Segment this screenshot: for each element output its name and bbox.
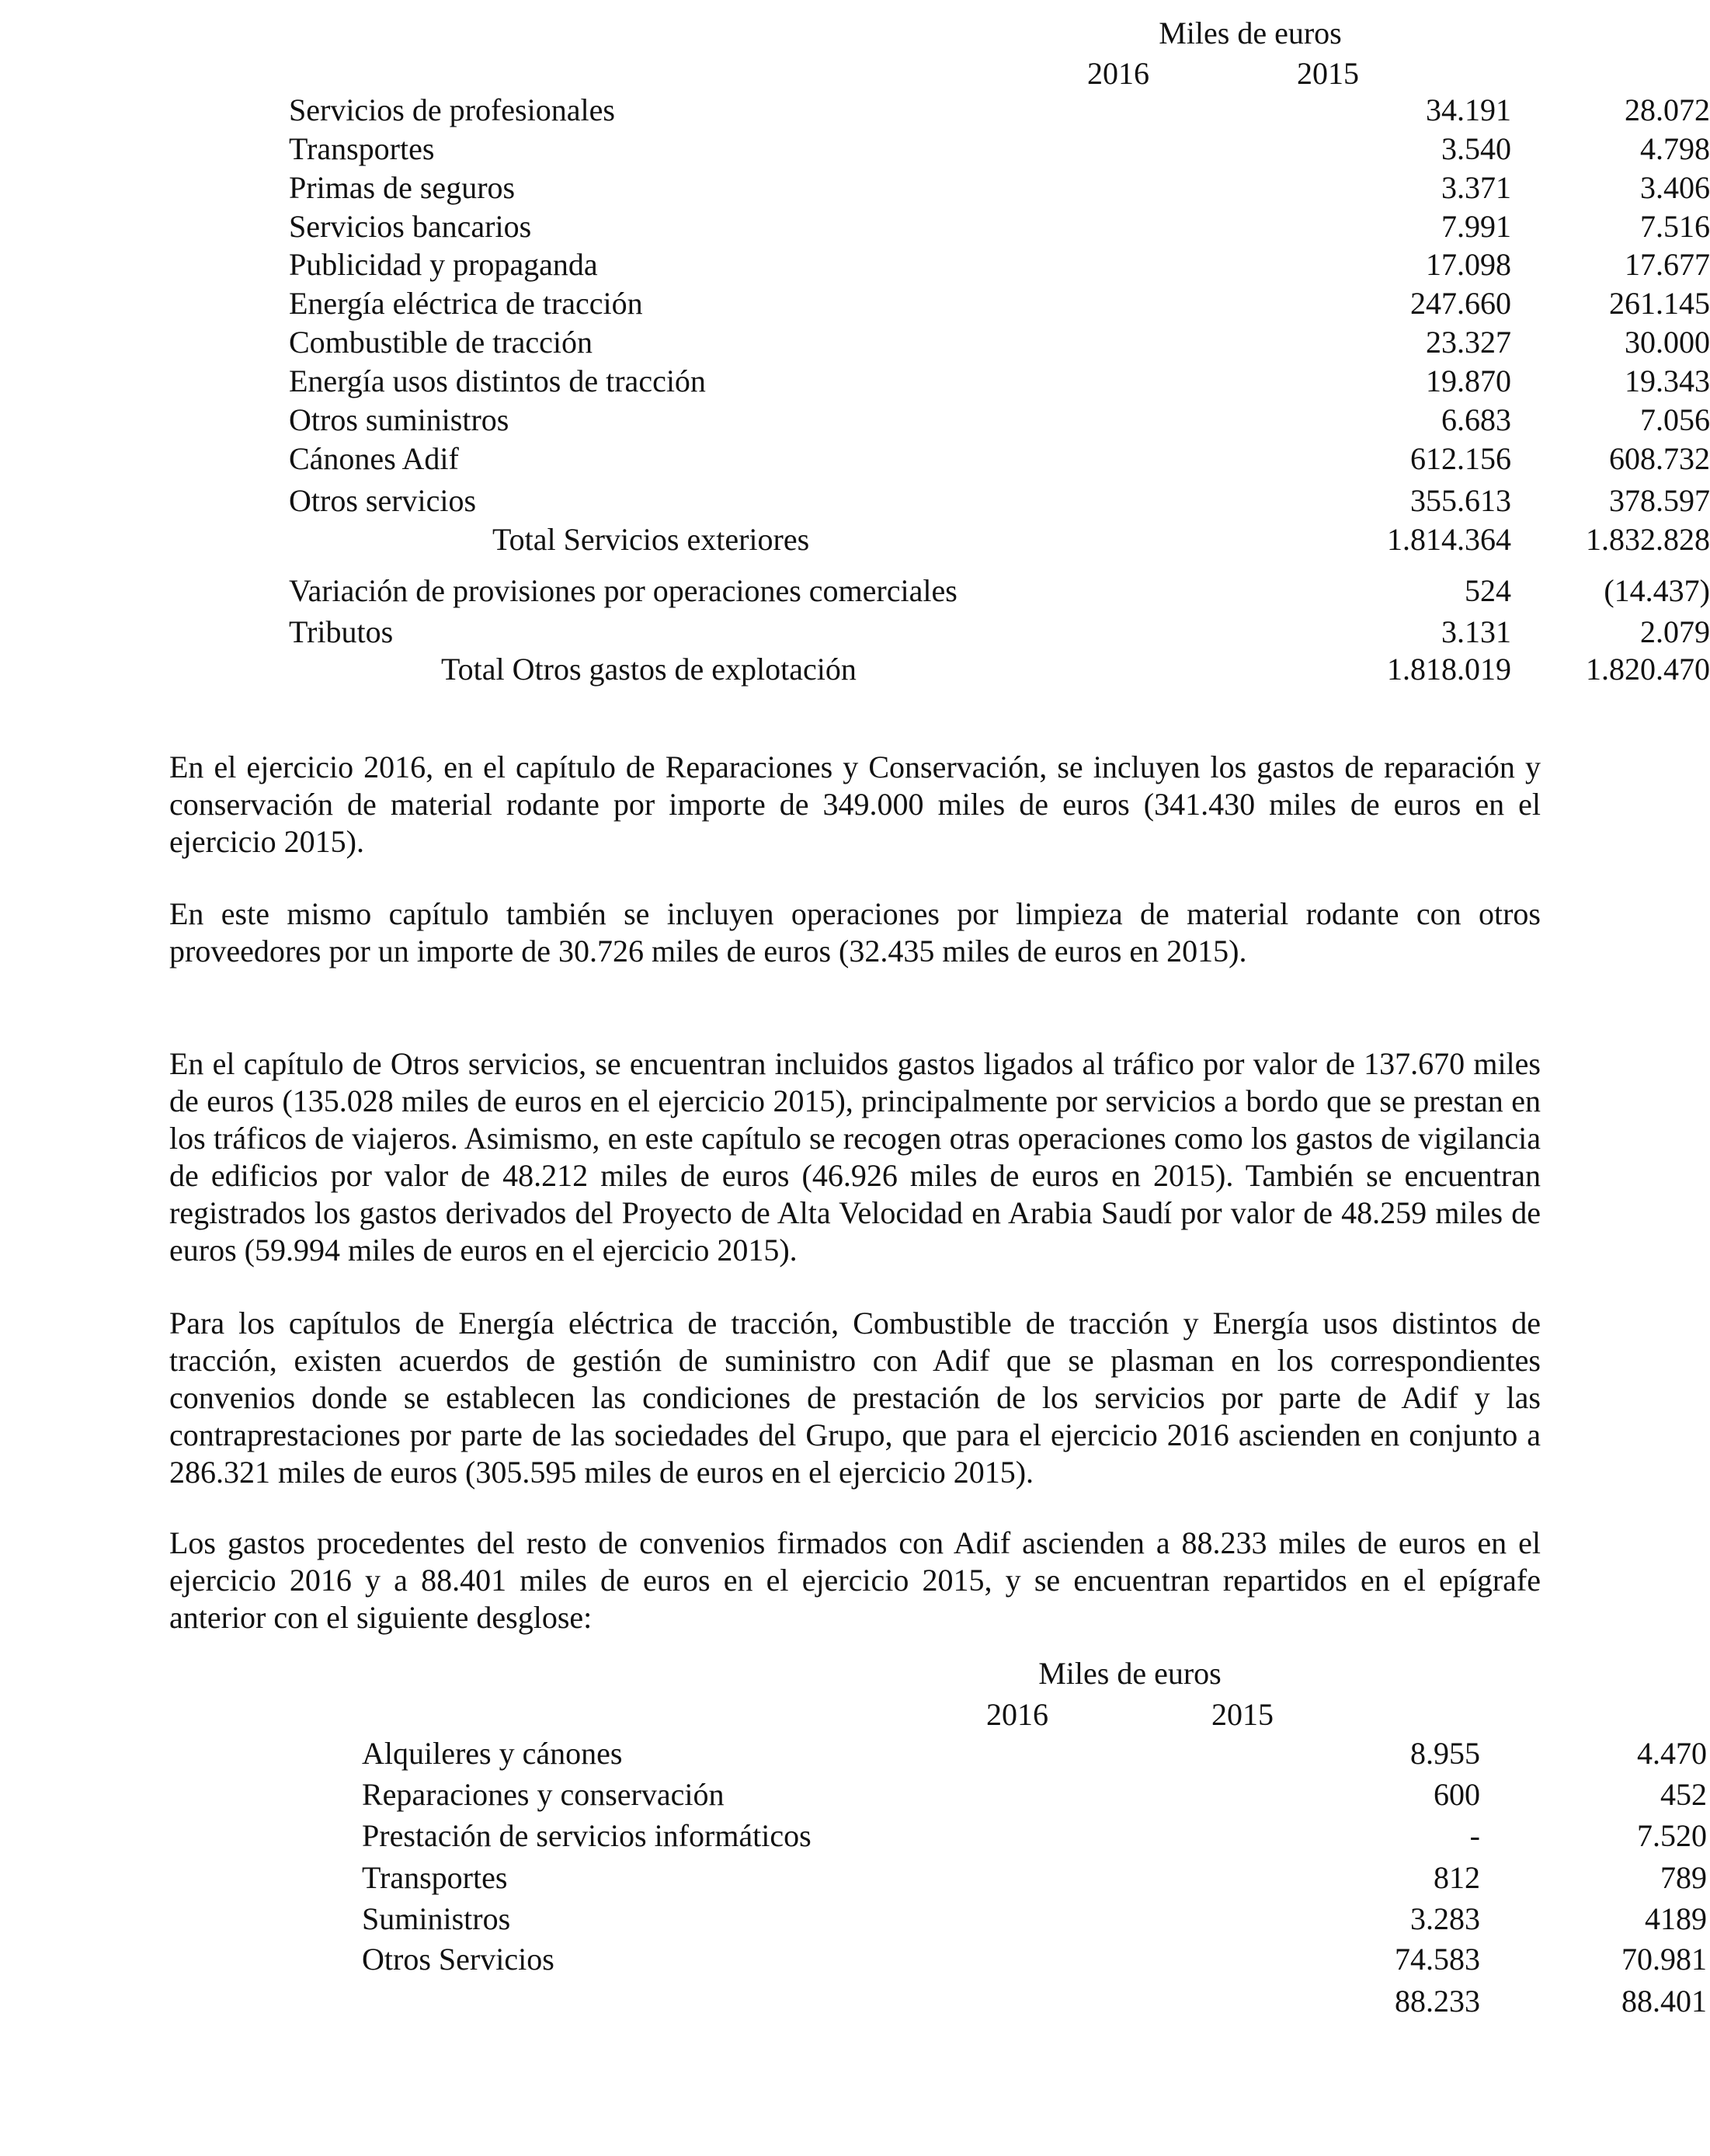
value-2015: 1.820.470	[1586, 652, 1710, 687]
row-label: Cánones Adif	[289, 441, 459, 476]
unit-label: Miles de euros	[1038, 1656, 1222, 1691]
value-2016: 74.583	[1395, 1942, 1480, 1977]
value-2016: 355.613	[1410, 483, 1511, 518]
row-label: Combustible de tracción	[289, 325, 593, 360]
value-2016: 23.327	[1426, 325, 1511, 360]
row-label: Publicidad y propaganda	[289, 247, 598, 282]
paragraph: Para los capítulos de Energía eléctrica de tracción, Combustible de tracción y Energía usos distintos de tracción, existen acuerdos de gestión de suministro con Adif que se plasman en los correspondientes convenios donde se establecen las condiciones de prestación de los servicios por parte de Adif y las contraprestaciones por parte de las sociedades del Grupo, que para el ejercicio 2016 ascienden en conjunto a 286.321 miles de euros (305.595 miles de euros en el ejercicio 2015).	[169, 1306, 1541, 1490]
value-2015: 789	[1660, 1860, 1707, 1895]
value-2015: 1.832.828	[1586, 522, 1710, 557]
value-2015: 452	[1660, 1777, 1707, 1812]
value-2015: 70.981	[1621, 1942, 1707, 1977]
year-2016-header: 2016	[1087, 56, 1149, 91]
value-2016: 19.870	[1426, 363, 1511, 398]
value-2016: 7.991	[1441, 209, 1511, 244]
value-2015: 19.343	[1625, 363, 1710, 398]
row-label: Transportes	[362, 1860, 508, 1895]
row-label: Transportes	[289, 131, 435, 166]
value-2015: 30.000	[1625, 325, 1710, 360]
value-2015: 7.056	[1640, 402, 1710, 437]
value-2016: 8.955	[1410, 1736, 1480, 1771]
value-2015: 7.520	[1637, 1818, 1707, 1853]
value-2015: 3.406	[1640, 170, 1710, 205]
value-2016: 17.098	[1426, 247, 1511, 282]
row-label: Otros servicios	[289, 483, 477, 518]
row-label: Tributos	[289, 614, 394, 649]
value-2016: 812	[1434, 1860, 1480, 1895]
value-2015: 28.072	[1625, 92, 1710, 127]
value-2015: 17.677	[1625, 247, 1710, 282]
value-2015: 378.597	[1609, 483, 1710, 518]
value-2016: 3.371	[1441, 170, 1511, 205]
unit-label: Miles de euros	[1159, 16, 1342, 50]
year-2016-header: 2016	[986, 1697, 1048, 1732]
total-label: Total Otros gastos de explotación	[441, 652, 857, 687]
row-label: Reparaciones y conservación	[362, 1777, 725, 1812]
value-2016: 524	[1465, 573, 1511, 608]
year-2015-header: 2015	[1297, 56, 1359, 91]
value-2016: 612.156	[1410, 441, 1511, 476]
subtotal-label: Total Servicios exteriores	[492, 522, 810, 557]
paragraph: En el capítulo de Otros servicios, se encuentran incluidos gastos ligados al tráfico por valor de 137.670 miles de euros (135.028 miles de euros en el ejercicio 2015), principalmente por servicios a bordo que se prestan en los tráficos de viajeros. Asimismo, en este capítulo se recogen otras operaciones como los gastos de vigilancia de edificios por valor de 48.212 miles de euros (46.926 miles de euros en 2015). También se encuentran registrados los gastos derivados del Proyecto de Alta Velocidad en Arabia Saudí por valor de 48.259 miles de euros (59.994 miles de euros en el ejercicio 2015).	[169, 1046, 1541, 1268]
value-2016: 6.683	[1441, 402, 1511, 437]
total-2015: 88.401	[1621, 1984, 1707, 2019]
value-2016: -	[1469, 1818, 1480, 1853]
paragraph: En este mismo capítulo también se incluyen operaciones por limpieza de material rodante con otros proveedores por un importe de 30.726 miles de euros (32.435 miles de euros en 2015).	[169, 896, 1541, 968]
row-label: Alquileres y cánones	[362, 1736, 623, 1771]
row-label: Primas de seguros	[289, 170, 516, 205]
value-2016: 1.818.019	[1387, 652, 1511, 687]
value-2016: 34.191	[1426, 92, 1511, 127]
value-2016: 3.540	[1441, 131, 1511, 166]
row-label: Otros suministros	[289, 402, 509, 437]
row-label: Suministros	[362, 1901, 511, 1936]
row-label: Variación de provisiones por operaciones comerciales	[289, 573, 958, 608]
value-2015: 7.516	[1640, 209, 1710, 244]
value-2015: 4.798	[1640, 131, 1710, 166]
value-2015: (14.437)	[1604, 573, 1710, 608]
row-label: Servicios de profesionales	[289, 92, 615, 127]
row-label: Otros Servicios	[362, 1942, 554, 1977]
value-2015: 4.470	[1637, 1736, 1707, 1771]
value-2016: 600	[1434, 1777, 1480, 1812]
row-label: Prestación de servicios informáticos	[362, 1818, 812, 1853]
paragraph: En el ejercicio 2016, en el capítulo de Reparaciones y Conservación, se incluyen los gastos de reparación y conservación de material rodante por importe de 349.000 miles de euros (341.430 miles de euros en el ejercicio 2015).	[169, 749, 1541, 859]
value-2015: 608.732	[1609, 441, 1710, 476]
row-label: Servicios bancarios	[289, 209, 532, 244]
value-2016: 1.814.364	[1387, 522, 1511, 557]
value-2016: 3.131	[1441, 614, 1511, 649]
row-label: Energía eléctrica de tracción	[289, 286, 643, 321]
year-2015-header: 2015	[1211, 1697, 1274, 1732]
value-2015: 4189	[1645, 1901, 1707, 1936]
paragraph: Los gastos procedentes del resto de convenios firmados con Adif ascienden a 88.233 miles de euros en el ejercicio 2016 y a 88.401 miles de euros en el ejercicio 2015, y se encuentran repartidos en el epígrafe anterior con el siguiente desglose:	[169, 1525, 1541, 1635]
row-label: Energía usos distintos de tracción	[289, 363, 706, 398]
value-2015: 2.079	[1640, 614, 1710, 649]
value-2016: 247.660	[1410, 286, 1511, 321]
value-2015: 261.145	[1609, 286, 1710, 321]
total-2016: 88.233	[1395, 1984, 1480, 2019]
value-2016: 3.283	[1410, 1901, 1480, 1936]
